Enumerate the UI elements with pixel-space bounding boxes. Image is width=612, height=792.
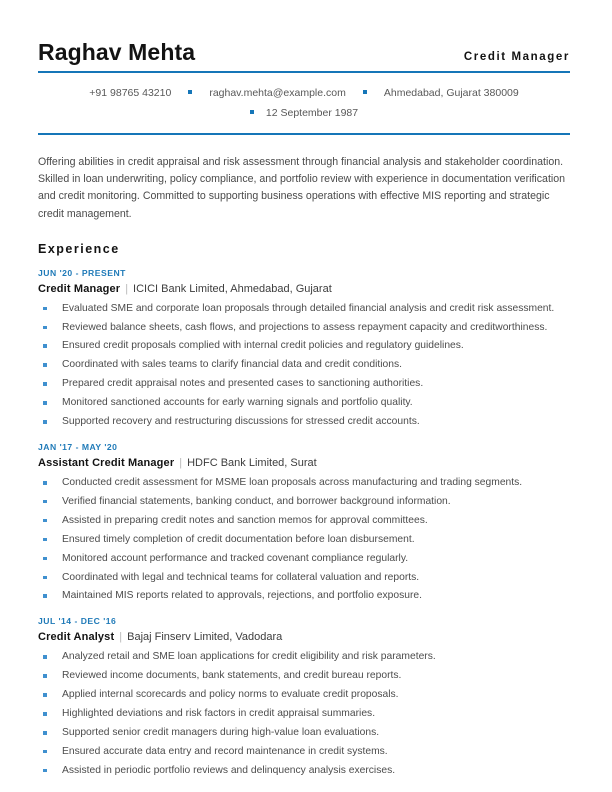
entry-role: Assistant Credit Manager	[38, 457, 175, 470]
list-item: Applied internal scorecards and policy norms to evaluate credit proposals.	[38, 688, 570, 703]
separator-dot-icon	[363, 90, 367, 94]
entry-dates: JUN '20 - PRESENT	[38, 267, 126, 278]
resume-header	[38, 40, 570, 135]
entry-company: ICICI Bank Limited, Ahmedabad, Gujarat	[133, 282, 332, 295]
contact-block	[38, 73, 570, 133]
list-item: Ensured accurate data entry and record maintenance in credit systems.	[38, 745, 570, 760]
list-item: Evaluated SME and corporate loan proposals through detailed financial analysis and credit risk assessment.	[38, 302, 570, 317]
list-item: Conducted credit assessment for MSME loan proposals across manufacturing and trading segments.	[38, 476, 570, 491]
list-item: Monitored account performance and tracked covenant compliance regularly.	[38, 552, 570, 567]
list-item: Coordinated with sales teams to clarify financial data and credit conditions.	[38, 358, 570, 373]
contact-email: raghav.mehta@example.com	[209, 87, 346, 100]
professional-summary: Offering abilities in credit appraisal and risk assessment through financial analysis and stakeholder coordination. Skilled in loan underwriting, policy compliance, and portfolio review with experience in documentation verification and credit monitoring. Committed to supporting business operations with effective MIS reporting and strategic credit management.	[38, 156, 566, 220]
list-item: Ensured credit proposals complied with internal credit policies and regulatory guidelines.	[38, 339, 570, 354]
entry-dates: JAN '17 - MAY '20	[38, 442, 118, 453]
entry-company: Bajaj Finserv Limited, Vadodara	[127, 631, 283, 644]
experience-entry	[38, 616, 570, 790]
candidate-job-title: Credit Manager	[463, 51, 570, 63]
list-item: Supported recovery and restructuring discussions for stressed credit accounts.	[38, 415, 570, 430]
entry-separator: |	[119, 631, 123, 644]
entry-separator: |	[179, 457, 183, 470]
experience-section-title: Experience	[38, 241, 120, 256]
list-item: Assisted in periodic portfolio reviews and delinquency analysis exercises.	[38, 764, 570, 779]
entry-dates: JUL '14 - DEC '16	[38, 616, 117, 627]
entry-separator: |	[125, 282, 129, 295]
entry-bullet-list	[38, 302, 570, 440]
contact-phone: +91 98765 43210	[89, 87, 172, 100]
list-item: Analyzed retail and SME loan applications for credit eligibility and risk parameters.	[38, 650, 570, 665]
list-item: Maintained MIS reports related to approvals, rejections, and portfolio exposure.	[38, 589, 570, 604]
contact-line-primary	[38, 84, 570, 104]
list-item: Coordinated with legal and technical teams for collateral valuation and reports.	[38, 571, 570, 586]
candidate-name: Raghav Mehta	[38, 39, 196, 65]
list-item: Ensured timely completion of credit documentation before loan disbursement.	[38, 533, 570, 548]
entry-bullet-list	[38, 650, 570, 788]
list-item: Assisted in preparing credit notes and sanction memos for approval committees.	[38, 514, 570, 529]
entry-role: Credit Manager	[38, 282, 121, 295]
entry-role: Credit Analyst	[38, 631, 115, 644]
experience-section	[38, 223, 570, 791]
entry-company: HDFC Bank Limited, Surat	[187, 457, 317, 470]
separator-dot-icon	[250, 110, 254, 114]
experience-entry	[38, 442, 570, 616]
list-item: Reviewed income documents, bank statements, and credit bureau reports.	[38, 669, 570, 684]
contact-line-secondary	[38, 104, 570, 124]
experience-entry	[38, 268, 570, 442]
entry-heading	[38, 456, 570, 476]
entry-heading	[38, 630, 570, 650]
list-item: Verified financial statements, banking conduct, and borrower background information.	[38, 495, 570, 510]
list-item: Highlighted deviations and risk factors in credit appraisal summaries.	[38, 707, 570, 722]
list-item: Monitored sanctioned accounts for early warning signals and portfolio quality.	[38, 396, 570, 411]
list-item: Supported senior credit managers during high-value loan evaluations.	[38, 726, 570, 741]
entry-heading	[38, 282, 570, 302]
separator-dot-icon	[188, 90, 192, 94]
header-top-row	[38, 40, 570, 71]
contact-location: Ahmedabad, Gujarat 380009	[383, 87, 519, 100]
list-item: Prepared credit appraisal notes and presented cases to sanctioning authorities.	[38, 377, 570, 392]
entry-bullet-list	[38, 476, 570, 614]
list-item: Reviewed balance sheets, cash flows, and projections to assess repayment capacity and creditworthiness.	[38, 321, 570, 336]
contact-date-of-birth: 12 September 1987	[265, 107, 359, 120]
